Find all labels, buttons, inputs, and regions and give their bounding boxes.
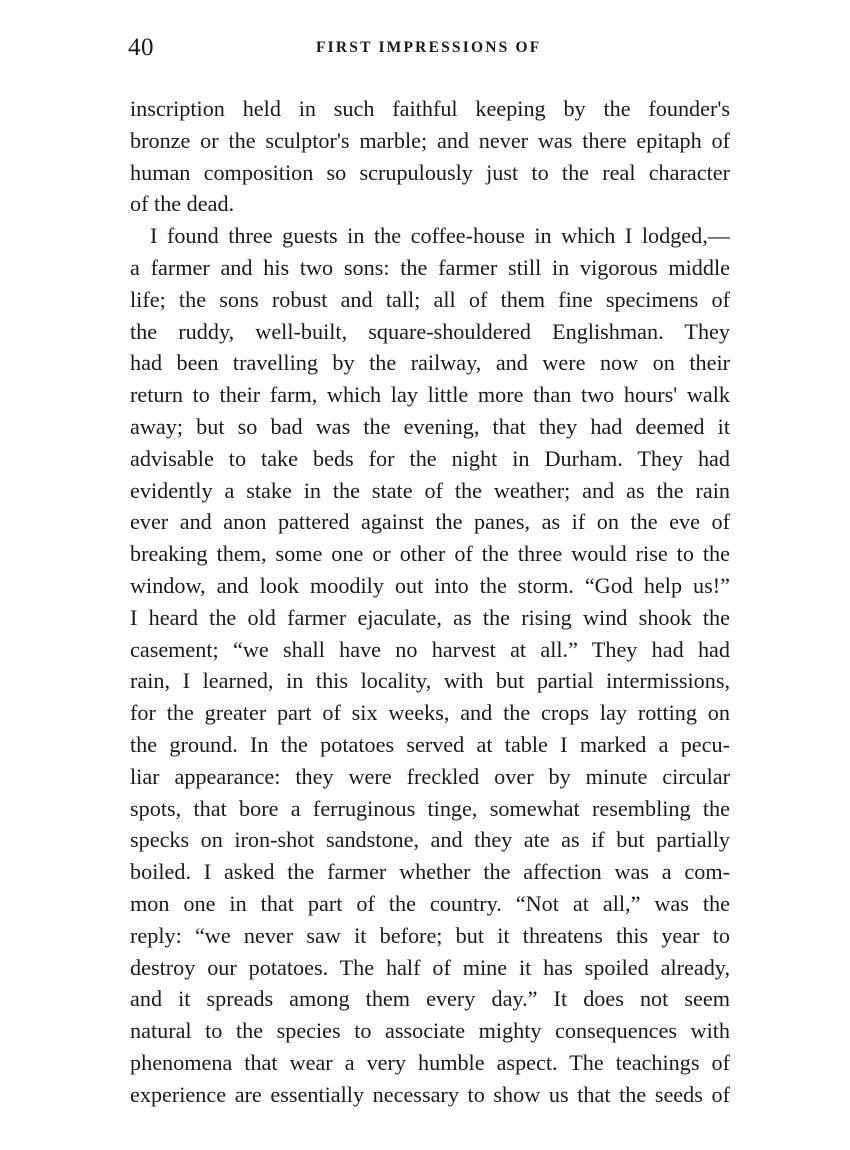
body-text xyxy=(130,93,730,1111)
text-line: breaking them, some one or other of the three would rise to the xyxy=(130,541,730,567)
running-head: FIRST IMPRESSIONS OF xyxy=(316,39,542,56)
text-line: phenomena that wear a very humble aspect. The teachings of xyxy=(130,1049,730,1075)
text-line: advisable to take beds for the night in Durham. They had xyxy=(130,445,730,471)
text-line: return to their farm, which lay little more than two hours' walk xyxy=(130,382,730,408)
text-line: casement; “we shall have no harvest at all.” They had had xyxy=(130,636,730,662)
text-line: boiled. I asked the farmer whether the affection was a com- xyxy=(130,859,730,885)
paragraph-first-line: I found three guests in the coffee-house in which I lodged,— xyxy=(150,223,730,249)
text-line: for the greater part of six weeks, and the crops lay rotting on xyxy=(130,700,730,726)
text-line: of the dead. xyxy=(130,191,235,217)
text-line: window, and look moodily out into the storm. “God help us!” xyxy=(130,572,730,598)
text-line: away; but so bad was the evening, that they had deemed it xyxy=(130,413,730,439)
page-number: 40 xyxy=(128,34,154,61)
text-line: liar appearance: they were freckled over by minute circular xyxy=(130,763,730,789)
text-line: natural to the species to associate mighty consequences with xyxy=(130,1018,730,1044)
text-line: experience are essentially necessary to show us that the seeds of xyxy=(130,1081,730,1107)
text-line: destroy our potatoes. The half of mine it has spoiled already, xyxy=(130,954,730,980)
text-line: human composition so scrupulously just to the real character xyxy=(130,159,730,185)
text-line: I heard the old farmer ejaculate, as the rising wind shook the xyxy=(130,604,730,630)
text-line: mon one in that part of the country. “Not at all,” was the xyxy=(130,890,730,916)
text-line: the ground. In the potatoes served at table I marked a pecu- xyxy=(130,731,730,757)
text-line: bronze or the sculptor's marble; and never was there epitaph of xyxy=(130,127,730,153)
text-line: life; the sons robust and tall; all of them fine specimens of xyxy=(130,286,730,312)
text-line: spots, that bore a ferruginous tinge, somewhat resembling the xyxy=(130,795,730,821)
text-line: ever and anon pattered against the panes, as if on the eve of xyxy=(130,509,730,535)
text-line: evidently a stake in the state of the weather; and as the rain xyxy=(130,477,730,503)
text-line: inscription held in such faithful keeping by the founder's xyxy=(130,96,730,121)
text-line: rain, I learned, in this locality, with but partial intermissions, xyxy=(130,668,730,694)
text-line: specks on iron-shot sandstone, and they ate as if but partially xyxy=(130,827,730,853)
text-line: a farmer and his two sons: the farmer still in vigorous middle xyxy=(130,254,730,280)
text-line: had been travelling by the railway, and were now on their xyxy=(130,350,730,376)
text-line: reply: “we never saw it before; but it threatens this year to xyxy=(130,922,730,948)
text-line: and it spreads among them every day.” It does not seem xyxy=(130,986,730,1012)
text-line: the ruddy, well-built, square-shouldered Englishman. They xyxy=(130,318,730,344)
